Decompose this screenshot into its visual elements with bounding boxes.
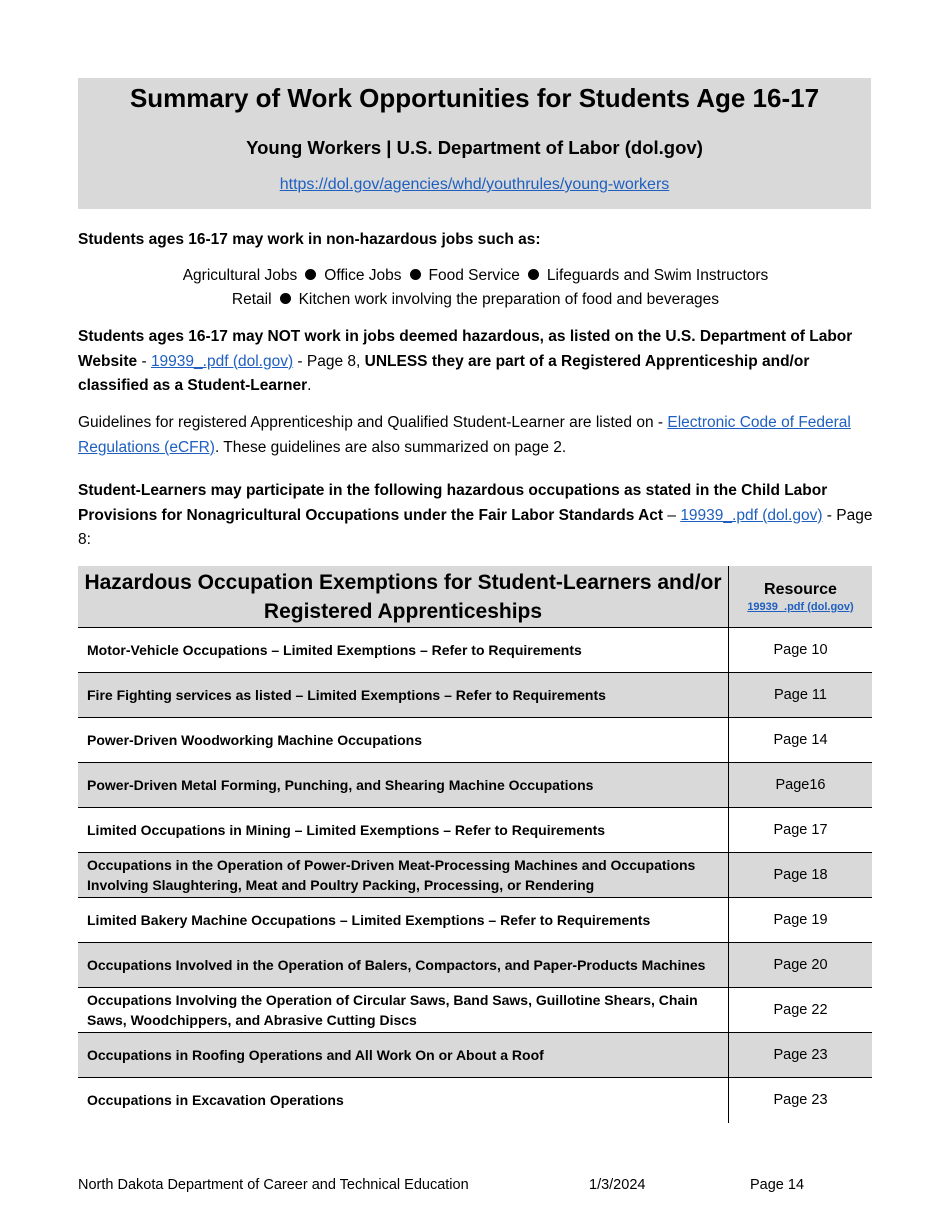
table-row xyxy=(78,988,872,1033)
title-banner xyxy=(78,78,871,209)
occupation-cell: Motor-Vehicle Occupations – Limited Exemptions – Refer to Requirements xyxy=(78,628,729,673)
dol-pdf-link[interactable]: 19939_.pdf (dol.gov) xyxy=(150,352,294,370)
student-learners-paragraph xyxy=(78,479,873,553)
page-subtitle: Young Workers | U.S. Department of Labor (dol.gov) xyxy=(246,137,703,158)
table-row xyxy=(78,1078,872,1123)
table-body xyxy=(78,628,872,1123)
job-item: Kitchen work involving the preparation of food and beverages xyxy=(298,291,720,308)
guidelines-text: Guidelines for registered Apprenticeship and Qualified Student-Learner are listed on - xyxy=(78,414,668,431)
page-cell: Page 19 xyxy=(729,898,873,943)
separator: - xyxy=(137,352,151,370)
page-title: Summary of Work Opportunities for Students Age 16-17 xyxy=(129,83,820,113)
footer-page: Page 14 xyxy=(750,1177,805,1193)
table-row xyxy=(78,853,872,898)
resource-header: Resource xyxy=(764,580,837,598)
page-cell: Page 10 xyxy=(729,628,873,673)
table-row xyxy=(78,628,872,673)
page-cell: Page 14 xyxy=(729,718,873,763)
page-cell: Page 23 xyxy=(729,1033,873,1078)
dash: – xyxy=(663,506,681,524)
occupation-cell: Occupations Involving the Operation of Circular Saws, Band Saws, Guillotine Shears, Chain Saws, Woodchippers, and Abrasive Cutting Discs xyxy=(78,988,729,1033)
occupation-cell: Occupations Involved in the Operation of Balers, Compactors, and Paper-Products Machines xyxy=(78,943,729,988)
occupation-cell: Occupations in Excavation Operations xyxy=(78,1078,729,1123)
allowed-jobs-line-2 xyxy=(78,288,873,312)
allowed-intro: Students ages 16-17 may work in non-hazardous jobs such as: xyxy=(78,231,541,248)
table-row xyxy=(78,943,872,988)
page-cell: Page16 xyxy=(729,763,873,808)
resource-header-cell xyxy=(729,566,873,628)
not-allowed-text: Students ages 16-17 may NOT work in jobs deemed hazardous, as listed on the U.S. Department of Labor Website xyxy=(78,328,853,370)
table-row xyxy=(78,718,872,763)
occupation-cell: Occupations in the Operation of Power-Driven Meat-Processing Machines and Occupations Involving Slaughtering, Meat and Poultry Packing, Processing, or Rendering xyxy=(78,853,729,898)
period: . xyxy=(307,377,312,394)
occupation-cell: Limited Bakery Machine Occupations – Limited Exemptions – Refer to Requirements xyxy=(78,898,729,943)
occupation-cell: Power-Driven Metal Forming, Punching, and Shearing Machine Occupations xyxy=(78,763,729,808)
resource-link[interactable]: 19939_.pdf (dol.gov) xyxy=(747,600,854,613)
job-item: Lifeguards and Swim Instructors xyxy=(546,267,769,284)
table-header: Hazardous Occupation Exemptions for Student-Learners and/or Registered Apprenticeships xyxy=(78,566,729,628)
footer-date: 1/3/2024 xyxy=(589,1177,646,1193)
table-row xyxy=(78,898,872,943)
young-workers-link[interactable]: https://dol.gov/agencies/whd/youthrules/young-workers xyxy=(279,176,670,193)
page-cell: Page 22 xyxy=(729,988,873,1033)
occupation-cell: Occupations in Roofing Operations and All Work On or About a Roof xyxy=(78,1033,729,1078)
table-row xyxy=(78,763,872,808)
table-row xyxy=(78,808,872,853)
page-ref: - Page 8: xyxy=(78,506,873,548)
occupation-cell: Fire Fighting services as listed – Limited Exemptions – Refer to Requirements xyxy=(78,673,729,718)
occupation-cell: Limited Occupations in Mining – Limited Exemptions – Refer to Requirements xyxy=(78,808,729,853)
page-cell: Page 20 xyxy=(729,943,873,988)
page-cell: Page 18 xyxy=(729,853,873,898)
dol-pdf-link-2[interactable]: 19939_.pdf (dol.gov) xyxy=(680,506,823,524)
job-item: Office Jobs xyxy=(324,267,402,284)
bullet-icon xyxy=(528,269,539,280)
bullet-icon xyxy=(305,269,316,280)
allowed-jobs-line-1 xyxy=(78,264,873,288)
bullet-icon xyxy=(410,269,421,280)
footer-org: North Dakota Department of Career and Technical Education xyxy=(78,1177,469,1193)
page-cell: Page 17 xyxy=(729,808,873,853)
occupation-cell: Power-Driven Woodworking Machine Occupations xyxy=(78,718,729,763)
job-item: Retail xyxy=(231,291,272,308)
table-row xyxy=(78,673,872,718)
hazardous-occupations-table xyxy=(78,566,872,1123)
bullet-icon xyxy=(280,293,291,304)
job-item: Agricultural Jobs xyxy=(182,267,298,284)
page-cell: Page 11 xyxy=(729,673,873,718)
guidelines-paragraph xyxy=(78,411,873,460)
ecfr-link[interactable]: Electronic Code of Federal Regulations (eCFR) xyxy=(78,414,851,456)
page-cell: Page 23 xyxy=(773,1092,828,1109)
page-ref: - Page 8, xyxy=(293,352,365,370)
job-item: Food Service xyxy=(428,267,520,284)
not-allowed-paragraph xyxy=(78,325,873,399)
unless-text: UNLESS they are part of a Registered Apprenticeship and/or classified as a Student-Learner xyxy=(78,352,810,394)
guidelines-tail: . These guidelines are also summarized on page 2. xyxy=(214,438,567,456)
table-row xyxy=(78,1033,872,1078)
student-learners-text: Student-Learners may participate in the following hazardous occupations as stated in the Child Labor Provisions for Nonagricultural Occupations under the Fair Labor Standards Act xyxy=(78,482,828,524)
